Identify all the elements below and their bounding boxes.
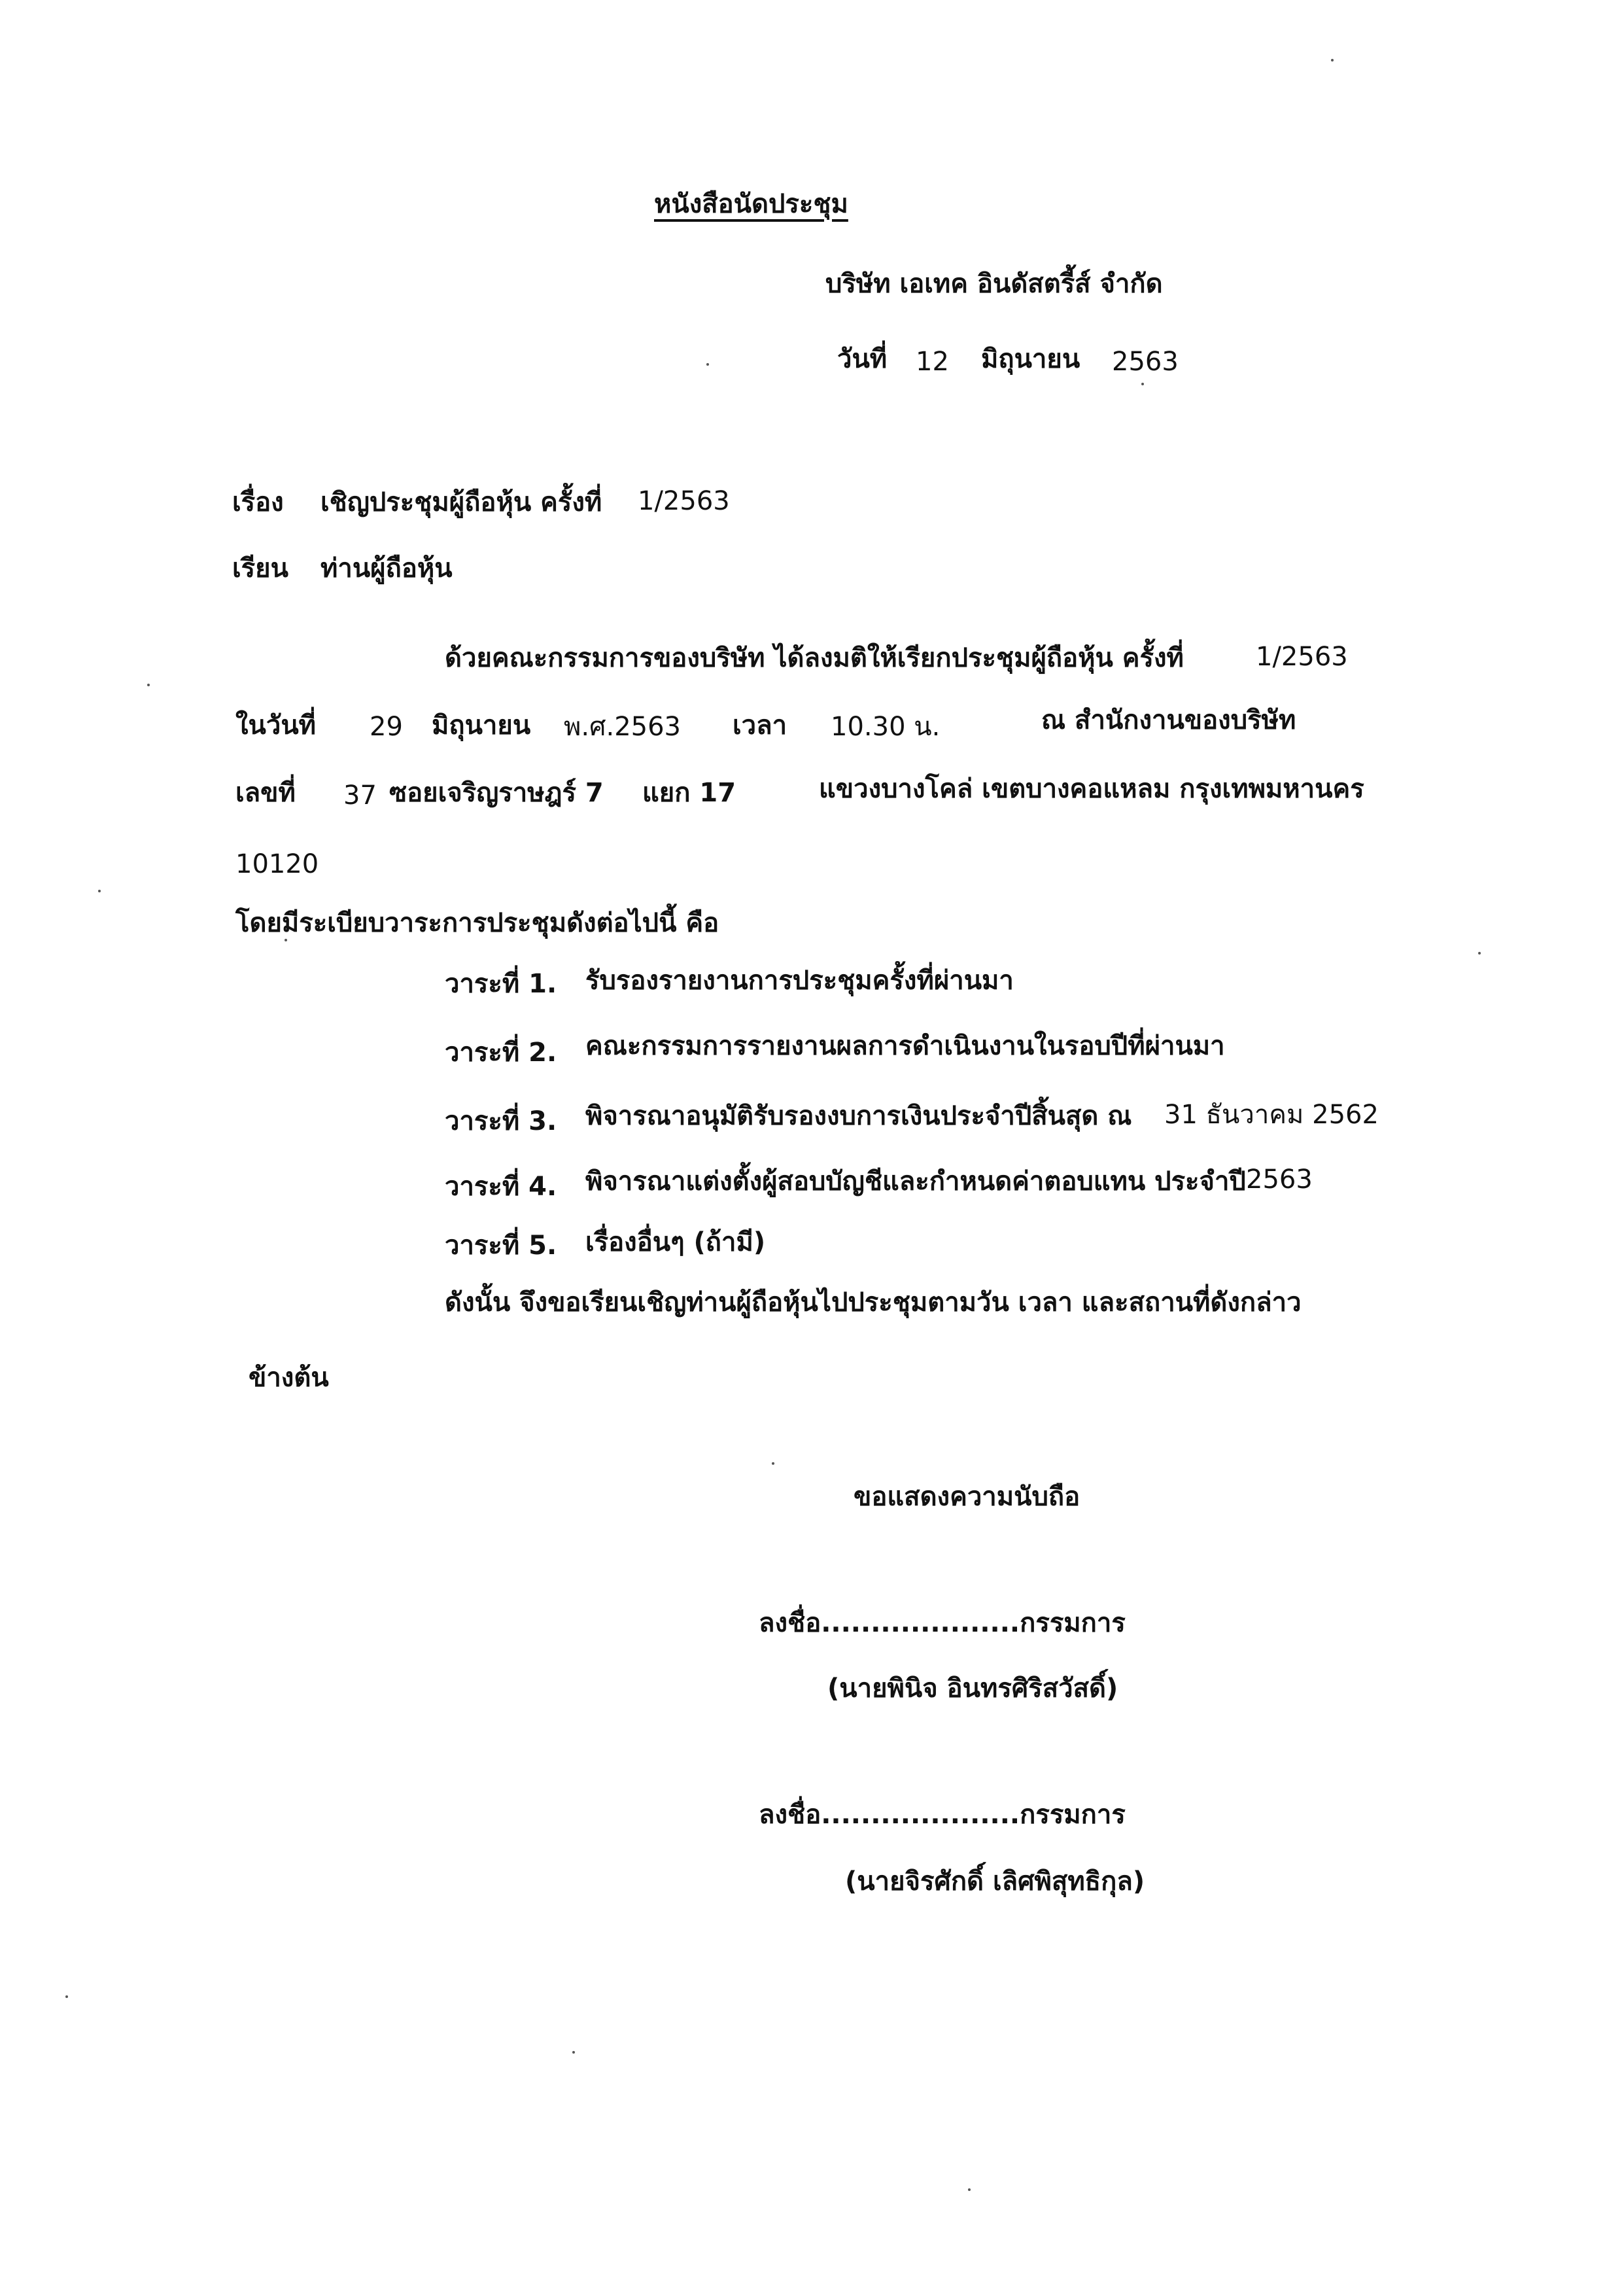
scan-speck: [98, 890, 101, 892]
body-line2-day: 29: [370, 712, 403, 742]
scan-speck: [285, 939, 287, 941]
body-line2-label: ในวันที่: [235, 710, 317, 741]
body-line3-no: 37: [343, 780, 377, 811]
body-line2-year: พ.ศ.2563: [564, 712, 681, 742]
agenda-item-2-label: วาระที่ 2.: [445, 1038, 557, 1068]
signatory-name-2: (นายจิรศักดิ์ เลิศพิสุทธิกุล): [845, 1866, 1145, 1897]
body-line3-soi: ซอยเจริญราษฎร์ 7: [389, 778, 604, 808]
body-line2-place: ณ สำนักงานของบริษัท: [1041, 705, 1296, 735]
agenda-item-1-label: วาระที่ 1.: [445, 969, 557, 999]
body-line2-month: มิถุนายน: [432, 710, 531, 741]
body-line1-number: 1/2563: [1256, 642, 1348, 672]
scan-speck: [65, 1995, 68, 1998]
scan-speck: [706, 363, 709, 366]
body-line3-yaek: แยก 17: [642, 778, 736, 808]
agenda-item-4-year: 2563: [1246, 1165, 1313, 1195]
body-line3-label: เลขที่: [235, 778, 296, 808]
scan-speck: [1478, 952, 1481, 955]
subject-number: 1/2563: [638, 486, 730, 516]
scan-speck: [1141, 383, 1144, 385]
body-postcode: 10120: [235, 849, 319, 879]
signature-line-1: ลงชื่อ....................กรรมการ: [759, 1608, 1126, 1638]
body-line2-time: 10.30 น.: [831, 712, 941, 742]
signature-line-2: ลงชื่อ....................กรรมการ: [759, 1800, 1126, 1830]
subject-text: เชิญประชุมผู้ถือหุ้น ครั้งที่: [320, 487, 602, 517]
agenda-item-3-date: 31 ธันวาคม 2562: [1164, 1100, 1379, 1130]
body-line2-time-label: เวลา: [733, 710, 787, 741]
agenda-item-1-text: รับรองรายงานการประชุมครั้งที่ผ่านมา: [585, 966, 1014, 996]
agenda-item-5-label: วาระที่ 5.: [445, 1231, 557, 1261]
date-year: 2563: [1112, 347, 1179, 377]
agenda-intro: โดยมีระเบียบวาระการประชุมดังต่อไปนี้ คือ: [235, 908, 719, 938]
subject-label: เรื่อง: [232, 487, 284, 517]
scan-speck: [147, 684, 150, 686]
closing-line1: ดังนั้น จึงขอเรียนเชิญท่านผู้ถือหุ้นไปประชุมตามวัน เวลา และสถานที่ดังกล่าว: [445, 1288, 1302, 1318]
agenda-item-3-label: วาระที่ 3.: [445, 1106, 557, 1136]
body-line1: ด้วยคณะกรรมการของบริษัท ได้ลงมติให้เรียกประชุมผู้ถือหุ้น ครั้งที่: [445, 643, 1184, 673]
document-title: หนังสือนัดประชุม: [654, 189, 848, 219]
agenda-item-2-text: คณะกรรมการรายงานผลการดำเนินงานในรอบปีที่ผ่านมา: [585, 1031, 1225, 1061]
closing-line2: ข้างต้น: [249, 1363, 329, 1393]
scan-speck: [772, 1462, 774, 1465]
agenda-item-3-text: พิจารณาอนุมัติรับรองงบการเงินประจำปีสิ้นสุด ณ: [585, 1101, 1132, 1131]
date-label: วันที่: [837, 344, 888, 374]
scan-speck: [1331, 59, 1334, 61]
body-line3-area: แขวงบางโคล่ เขตบางคอแหลม กรุงเทพมหานคร: [819, 774, 1364, 804]
agenda-item-4-label: วาระที่ 4.: [445, 1172, 557, 1202]
scan-speck: [968, 2188, 971, 2191]
salutation-label: เรียน: [232, 553, 288, 584]
agenda-item-4-text: พิจารณาแต่งตั้งผู้สอบบัญชีและกำหนดค่าตอบแทน ประจำปี: [585, 1166, 1246, 1197]
company-name: บริษัท เอเทค อินดัสตรี้ส์ จำกัด: [825, 269, 1163, 299]
signatory-name-1: (นายพินิจ อินทรศิริสวัสดิ์): [827, 1673, 1118, 1704]
scan-speck: [572, 2051, 575, 2054]
closing-regards: ขอแสดงความนับถือ: [854, 1482, 1080, 1512]
date-day: 12: [916, 347, 949, 377]
salutation-text: ท่านผู้ถือหุ้น: [320, 553, 453, 584]
date-month: มิถุนายน: [981, 344, 1080, 374]
agenda-item-5-text: เรื่องอื่นๆ (ถ้ามี): [585, 1227, 766, 1257]
